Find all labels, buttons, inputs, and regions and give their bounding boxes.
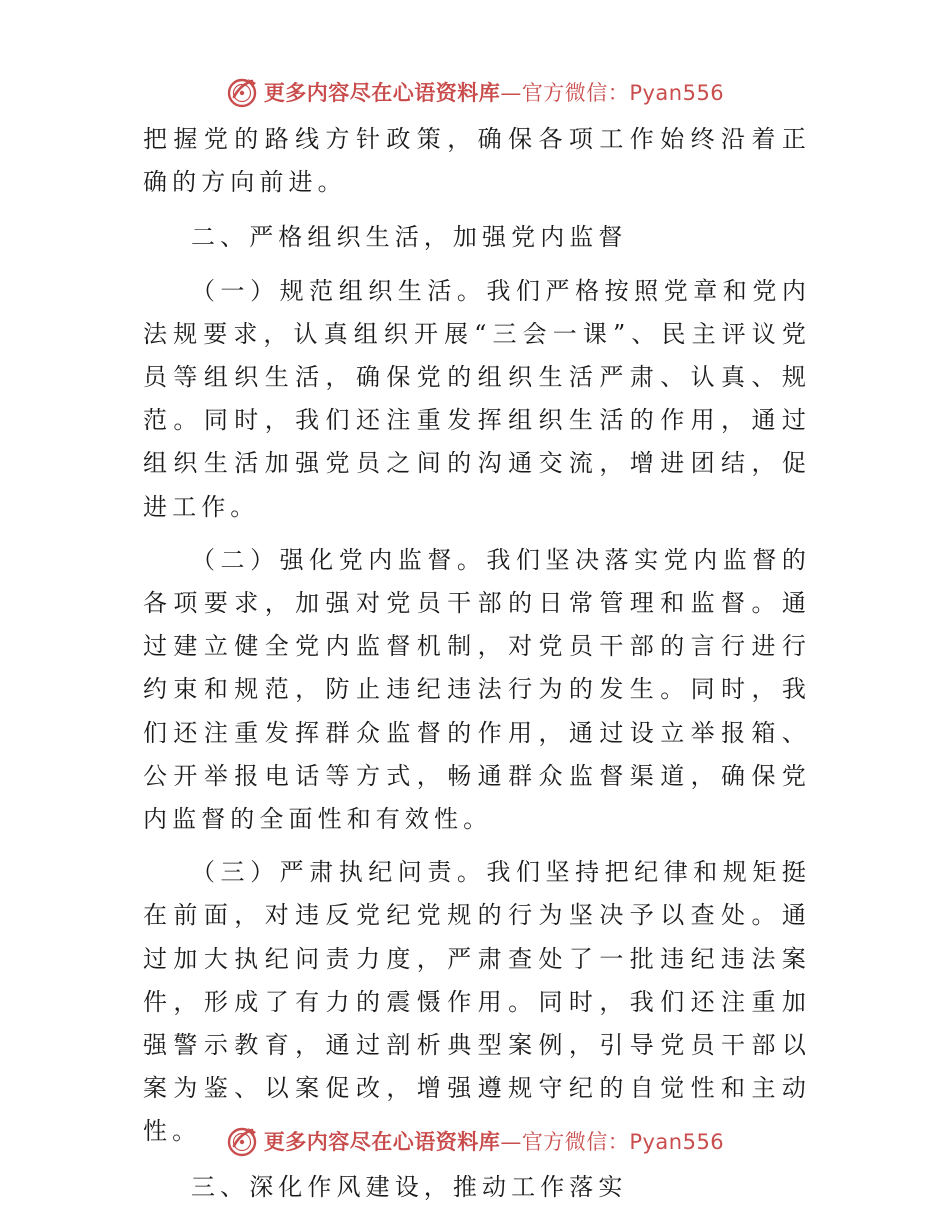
banner-official-label: 官方微信： <box>521 1130 630 1154</box>
paragraph: （三）严肃执纪问责。我们坚持把纪律和规矩挺在前面，对违反党纪党规的行为坚决予以查处。通过加大执纪问责力度，严肃查处了一批违纪违法案件，形成了有力的震慑作用。同时，我们还注重加强警示教育，通过剖析典型案例，引导党员干部以案为鉴、以案促改，增强遵规守纪的自觉性和主动性。 <box>143 858 811 1146</box>
banner-brand: 更多内容尽在心语资料库 <box>263 81 501 105</box>
banner-official-label: 官方微信： <box>521 81 630 105</box>
banner-brand: 更多内容尽在心语资料库 <box>263 1130 501 1154</box>
banner-separator: — <box>500 81 522 105</box>
paragraph: 把握党的路线方针政策，确保各项工作始终沿着正确的方向前进。 <box>143 125 811 197</box>
header-banner <box>0 72 950 112</box>
paragraph: （二）强化党内监督。我们坚决落实党内监督的各项要求，加强对党员干部的日常管理和监督。通过建立健全党内监督机制，对党员干部的言行进行约束和规范，防止违纪违法行为的发生。同时，我们还注重发挥群众监督的作用，通过设立举报箱、公开举报电话等方式，畅通群众监督渠道，确保党内监督的全面性和有效性。 <box>143 545 811 834</box>
paragraph: （一）规范组织生活。我们严格按照党章和党内法规要求，认真组织开展“三会一课”、民主评议党员等组织生活，确保党的组织生活严肃、认真、规范。同时，我们还注重发挥组织生活的作用，通过组织生活加强党员之间的沟通交流，增进团结，促进工作。 <box>143 276 811 521</box>
banner-text <box>264 1126 724 1156</box>
section-heading: 三、深化作风建设，推动工作落实 <box>191 1172 628 1201</box>
banner-wechat-id: Pyan556 <box>629 81 725 105</box>
footer-banner <box>0 1121 950 1161</box>
banner-text <box>264 77 724 107</box>
seal-logo-icon <box>226 1124 260 1158</box>
document-body <box>143 118 811 1209</box>
seal-logo-icon <box>226 75 260 109</box>
banner-wechat-id: Pyan556 <box>629 1130 725 1154</box>
banner-separator: — <box>500 1130 522 1154</box>
section-heading: 二、严格组织生活，加强党内监督 <box>191 223 628 252</box>
